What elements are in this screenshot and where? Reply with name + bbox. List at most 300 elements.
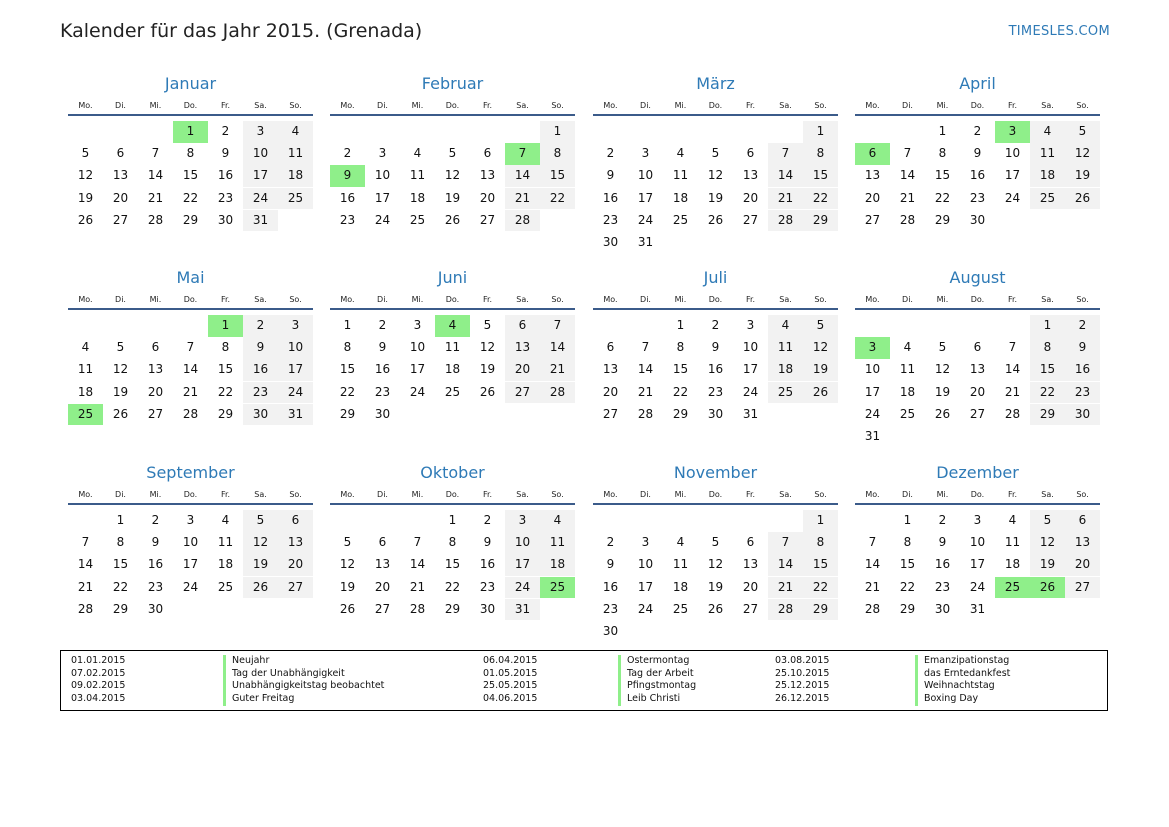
day-cell: 13 (374, 557, 391, 572)
day-cell: 18 (409, 190, 426, 205)
week-row (593, 554, 838, 576)
holiday-name: das Erntedankfest (915, 668, 1010, 681)
month-12 (855, 462, 1100, 620)
day-cell: 6 (606, 340, 615, 355)
day-cell: 1 (343, 318, 352, 332)
weekend-day-cell: 21 (768, 188, 803, 210)
empty-cell (400, 404, 435, 426)
day-cell: 3 (413, 318, 422, 332)
week-row (593, 577, 838, 599)
weekend-day-cell: 17 (278, 359, 313, 381)
empty-cell (278, 599, 313, 621)
day-cell: 22 (444, 579, 461, 594)
day-cell: 10 (637, 557, 654, 572)
empty-cell (733, 621, 768, 643)
weekday-label: Fr. (220, 295, 231, 304)
day-cell: 30 (934, 601, 951, 616)
month-name: November (673, 463, 758, 482)
week-row (593, 210, 838, 232)
weekend-day-cell: 19 (243, 554, 278, 576)
week-row (68, 577, 313, 599)
weekend-day-cell: 20 (505, 359, 540, 381)
day-cell: 6 (116, 146, 125, 161)
empty-cell (925, 426, 960, 448)
weekday-label: So. (289, 101, 302, 110)
day-cell: 20 (969, 384, 986, 399)
weekday-label: Sa. (779, 295, 792, 304)
weekday-label: Mi. (936, 490, 949, 499)
weekend-day-cell: 5 (1065, 121, 1100, 143)
day-cell: 16 (147, 557, 164, 572)
empty-cell (925, 315, 960, 337)
day-cell: 1 (938, 124, 947, 138)
weekday-header (855, 292, 1100, 310)
weekend-day-cell: 18 (1030, 165, 1065, 187)
day-cell: 8 (448, 535, 457, 550)
weekday-header (68, 292, 313, 310)
week-row (68, 404, 313, 426)
holiday-date: 01.01.2015 (71, 655, 126, 666)
weekend-day-cell: 12 (1030, 532, 1065, 554)
day-cell: 4 (81, 340, 90, 355)
day-cell: 4 (1008, 513, 1017, 527)
empty-cell (855, 121, 890, 143)
weekend-day-cell: 4 (278, 121, 313, 143)
week-row (855, 210, 1100, 232)
empty-cell (68, 510, 103, 532)
day-cell: 22 (672, 384, 689, 399)
weekday-label: Fr. (482, 490, 493, 499)
day-cell: 23 (217, 190, 234, 205)
weekend-day-cell: 8 (1030, 337, 1065, 359)
month-name: April (959, 74, 996, 93)
weekday-label: Di. (640, 101, 651, 110)
day-cell: 11 (409, 168, 426, 183)
month-11 (593, 462, 838, 643)
day-cell: 7 (413, 535, 422, 550)
holiday-column (775, 655, 1010, 706)
weekday-label: Mi. (411, 295, 424, 304)
day-cell: 18 (672, 190, 689, 205)
month-4 (855, 73, 1100, 231)
holiday-day-cell: 7 (505, 143, 540, 165)
weekend-day-cell: 23 (1065, 382, 1100, 404)
empty-cell (1030, 210, 1065, 232)
day-cell: 31 (864, 428, 881, 443)
weekday-label: Di. (377, 101, 388, 110)
weekend-day-cell: 17 (505, 554, 540, 576)
holiday-date: 03.04.2015 (71, 693, 126, 705)
day-cell: 17 (637, 190, 654, 205)
empty-cell (855, 315, 890, 337)
week-row (68, 359, 313, 381)
day-cell: 8 (343, 340, 352, 355)
day-cell: 19 (77, 190, 94, 205)
month-9 (68, 462, 313, 620)
day-cell: 1 (116, 513, 125, 527)
weekend-day-cell: 31 (278, 404, 313, 426)
weekday-label: Mo. (603, 295, 618, 304)
weekday-label: Di. (377, 295, 388, 304)
day-cell: 4 (903, 340, 912, 355)
week-row (68, 210, 313, 232)
weekend-day-cell: 8 (803, 143, 838, 165)
weekend-day-cell: 13 (1065, 532, 1100, 554)
empty-cell (995, 599, 1030, 621)
weekend-day-cell: 16 (243, 359, 278, 381)
day-cell: 10 (374, 168, 391, 183)
week-row (593, 532, 838, 554)
day-cell: 21 (182, 384, 199, 399)
day-cell: 3 (186, 513, 195, 527)
day-cell: 14 (899, 168, 916, 183)
holiday-entry (71, 680, 384, 693)
day-cell: 13 (969, 362, 986, 377)
empty-cell (330, 510, 365, 532)
day-cell: 14 (1004, 362, 1021, 377)
day-cell: 10 (409, 340, 426, 355)
day-cell: 8 (186, 146, 195, 161)
day-cell: 13 (112, 168, 129, 183)
day-cell: 15 (217, 362, 234, 377)
empty-cell (768, 232, 803, 254)
weekend-day-cell: 25 (278, 188, 313, 210)
day-cell: 2 (606, 146, 615, 161)
holiday-day-cell: 6 (855, 143, 890, 165)
weekend-day-cell: 31 (505, 599, 540, 621)
empty-cell (663, 232, 698, 254)
weekday-label: Do. (183, 295, 198, 304)
holiday-name: Guter Freitag (223, 693, 294, 706)
day-cell: 26 (934, 406, 951, 421)
day-cell: 14 (77, 557, 94, 572)
weekday-label: So. (1076, 101, 1089, 110)
day-cell: 15 (339, 362, 356, 377)
weekday-label: Di. (902, 295, 913, 304)
weekend-day-cell: 1 (803, 510, 838, 532)
day-cell: 24 (637, 601, 654, 616)
week-row (330, 188, 575, 210)
weekend-day-cell: 14 (540, 337, 575, 359)
holiday-name: Tag der Unabhängigkeit (223, 668, 345, 681)
day-cell: 11 (444, 340, 461, 355)
week-row (855, 143, 1100, 165)
day-cell: 9 (973, 146, 982, 161)
day-cell: 21 (864, 579, 881, 594)
day-cell: 22 (112, 579, 129, 594)
weekend-day-cell: 26 (1065, 188, 1100, 210)
day-cell: 7 (903, 146, 912, 161)
weekday-label: Fr. (1007, 295, 1018, 304)
day-cell: 11 (672, 557, 689, 572)
day-cell: 10 (864, 362, 881, 377)
week-row (330, 210, 575, 232)
day-cell: 15 (899, 557, 916, 572)
day-cell: 11 (672, 168, 689, 183)
weekend-day-cell: 3 (243, 121, 278, 143)
week-row (855, 404, 1100, 426)
day-cell: 26 (112, 406, 129, 421)
weekday-header (855, 487, 1100, 505)
day-cell: 11 (899, 362, 916, 377)
day-cell: 14 (182, 362, 199, 377)
weekend-day-cell: 22 (1030, 382, 1065, 404)
day-cell: 24 (969, 579, 986, 594)
weekday-label: Fr. (1007, 490, 1018, 499)
month-name: Juli (703, 268, 728, 287)
empty-cell (698, 121, 733, 143)
day-cell: 28 (409, 601, 426, 616)
day-cell: 3 (378, 146, 387, 161)
weekend-day-cell: 14 (768, 554, 803, 576)
weekend-day-cell: 8 (540, 143, 575, 165)
weekday-label: Di. (902, 490, 913, 499)
holiday-name: Pfingstmontag (618, 680, 696, 693)
day-cell: 26 (444, 212, 461, 227)
weekend-day-cell: 12 (1065, 143, 1100, 165)
empty-cell (365, 510, 400, 532)
day-cell: 9 (483, 535, 492, 550)
day-cell: 21 (1004, 384, 1021, 399)
holiday-date: 26.12.2015 (775, 693, 830, 705)
empty-cell (470, 121, 505, 143)
empty-cell (768, 621, 803, 643)
weekend-day-cell: 17 (243, 165, 278, 187)
day-cell: 5 (711, 146, 720, 161)
day-cell: 27 (864, 212, 881, 227)
weekday-label: Sa. (1041, 490, 1054, 499)
day-cell: 12 (479, 340, 496, 355)
empty-cell (1065, 599, 1100, 621)
weekend-day-cell: 23 (243, 382, 278, 404)
week-row (68, 382, 313, 404)
day-cell: 18 (672, 579, 689, 594)
weekday-label: Sa. (254, 490, 267, 499)
holiday-day-cell: 26 (1030, 577, 1065, 599)
day-cell: 16 (707, 362, 724, 377)
day-cell: 7 (151, 146, 160, 161)
day-cell: 13 (479, 168, 496, 183)
day-cell: 12 (339, 557, 356, 572)
day-cell: 10 (969, 535, 986, 550)
week-row (330, 510, 575, 532)
empty-cell (103, 121, 138, 143)
day-cell: 10 (182, 535, 199, 550)
empty-cell (103, 315, 138, 337)
weekend-day-cell: 18 (768, 359, 803, 381)
day-cell: 25 (899, 406, 916, 421)
weekend-day-cell: 6 (505, 315, 540, 337)
weekday-label: Di. (115, 101, 126, 110)
weekday-header (68, 98, 313, 116)
day-cell: 23 (479, 579, 496, 594)
month-5 (68, 267, 313, 425)
day-cell: 4 (676, 146, 685, 161)
day-cell: 15 (112, 557, 129, 572)
weekend-day-cell: 4 (1030, 121, 1065, 143)
day-cell: 18 (444, 362, 461, 377)
weekday-label: Do. (445, 101, 460, 110)
empty-cell (768, 121, 803, 143)
weekday-label: Sa. (254, 295, 267, 304)
weekday-label: So. (289, 295, 302, 304)
day-cell: 6 (746, 146, 755, 161)
empty-cell (890, 315, 925, 337)
weekend-day-cell: 12 (243, 532, 278, 554)
empty-cell (1030, 426, 1065, 448)
week-row (593, 404, 838, 426)
empty-cell (365, 121, 400, 143)
holiday-name: Unabhängigkeitstag beobachtet (223, 680, 384, 693)
day-cell: 18 (899, 384, 916, 399)
week-row (593, 165, 838, 187)
week-row (330, 143, 575, 165)
weekday-label: So. (551, 490, 564, 499)
holiday-day-cell: 4 (435, 315, 470, 337)
brand-link[interactable]: TIMESLES.COM (1008, 24, 1110, 39)
weekday-label: Mo. (865, 295, 880, 304)
weekend-day-cell: 13 (278, 532, 313, 554)
day-cell: 30 (217, 212, 234, 227)
day-cell: 11 (1004, 535, 1021, 550)
empty-cell (960, 426, 995, 448)
weekday-label: So. (814, 295, 827, 304)
empty-cell (663, 121, 698, 143)
week-row (855, 165, 1100, 187)
holiday-date: 01.05.2015 (483, 667, 538, 679)
weekday-header (855, 98, 1100, 116)
weekend-day-cell: 18 (540, 554, 575, 576)
weekend-day-cell: 1 (1030, 315, 1065, 337)
day-cell: 31 (969, 601, 986, 616)
weekend-day-cell: 24 (278, 382, 313, 404)
day-cell: 23 (339, 212, 356, 227)
weekend-day-cell: 10 (278, 337, 313, 359)
day-cell: 24 (637, 212, 654, 227)
holiday-entry (775, 668, 1010, 681)
day-cell: 5 (116, 340, 125, 355)
empty-cell (890, 121, 925, 143)
month-7 (593, 267, 838, 425)
day-cell: 17 (864, 384, 881, 399)
day-cell: 7 (641, 340, 650, 355)
day-cell: 27 (374, 601, 391, 616)
day-cell: 13 (147, 362, 164, 377)
month-name: Mai (176, 268, 205, 287)
holiday-entry (775, 680, 1010, 693)
page-title: Kalender für das Jahr 2015. (Grenada) (60, 20, 423, 42)
week-row (330, 532, 575, 554)
day-cell: 18 (217, 557, 234, 572)
day-cell: 6 (151, 340, 160, 355)
weekend-day-cell: 29 (803, 599, 838, 621)
weekday-label: Fr. (482, 101, 493, 110)
week-row (593, 315, 838, 337)
holiday-date: 09.02.2015 (71, 680, 126, 692)
empty-cell (628, 510, 663, 532)
weekday-label: Mo. (865, 101, 880, 110)
day-cell: 16 (602, 190, 619, 205)
empty-cell (960, 315, 995, 337)
weekday-label: Mi. (411, 101, 424, 110)
empty-cell (698, 621, 733, 643)
month-3 (593, 73, 838, 254)
day-cell: 28 (1004, 406, 1021, 421)
weekend-day-cell: 1 (803, 121, 838, 143)
weekend-day-cell: 9 (243, 337, 278, 359)
empty-cell (540, 599, 575, 621)
day-cell: 16 (602, 579, 619, 594)
empty-cell (890, 426, 925, 448)
holiday-entry (71, 693, 384, 706)
weekday-label: So. (1076, 295, 1089, 304)
weekday-label: Mi. (149, 101, 162, 110)
day-cell: 19 (479, 362, 496, 377)
day-cell: 8 (676, 340, 685, 355)
day-cell: 19 (112, 384, 129, 399)
empty-cell (435, 121, 470, 143)
weekday-label: Fr. (1007, 101, 1018, 110)
day-cell: 17 (409, 362, 426, 377)
week-row (593, 188, 838, 210)
week-row (855, 532, 1100, 554)
empty-cell (278, 210, 313, 232)
month-name: Oktober (420, 463, 485, 482)
empty-cell (803, 404, 838, 426)
empty-cell (995, 315, 1030, 337)
day-cell: 1 (903, 513, 912, 527)
day-cell: 3 (973, 513, 982, 527)
week-row (855, 337, 1100, 359)
day-cell: 17 (182, 557, 199, 572)
holiday-entry (483, 655, 696, 668)
week-row (593, 232, 838, 254)
week-row (593, 337, 838, 359)
day-cell: 12 (934, 362, 951, 377)
day-cell: 5 (711, 535, 720, 550)
day-cell: 27 (742, 212, 759, 227)
day-cell: 14 (147, 168, 164, 183)
week-row (68, 554, 313, 576)
day-cell: 28 (147, 212, 164, 227)
empty-cell (698, 510, 733, 532)
day-cell: 6 (378, 535, 387, 550)
weekday-label: Sa. (1041, 101, 1054, 110)
day-cell: 31 (742, 406, 759, 421)
weekend-day-cell: 11 (278, 143, 313, 165)
day-cell: 30 (602, 234, 619, 249)
weekday-label: Di. (377, 490, 388, 499)
weekday-header (593, 98, 838, 116)
weekend-day-cell: 19 (1065, 165, 1100, 187)
day-cell: 21 (637, 384, 654, 399)
day-cell: 8 (903, 535, 912, 550)
day-cell: 22 (339, 384, 356, 399)
holiday-name: Leib Christi (618, 693, 680, 706)
weekend-day-cell: 12 (803, 337, 838, 359)
holiday-day-cell: 3 (995, 121, 1030, 143)
day-cell: 2 (483, 513, 492, 527)
weekday-label: So. (551, 101, 564, 110)
day-cell: 22 (934, 190, 951, 205)
weekend-day-cell: 11 (1030, 143, 1065, 165)
day-cell: 9 (378, 340, 387, 355)
empty-cell (330, 121, 365, 143)
holiday-name: Weihnachtstag (915, 680, 995, 693)
day-cell: 30 (602, 623, 619, 638)
weekend-day-cell: 15 (540, 165, 575, 187)
holiday-entry (775, 693, 1010, 706)
